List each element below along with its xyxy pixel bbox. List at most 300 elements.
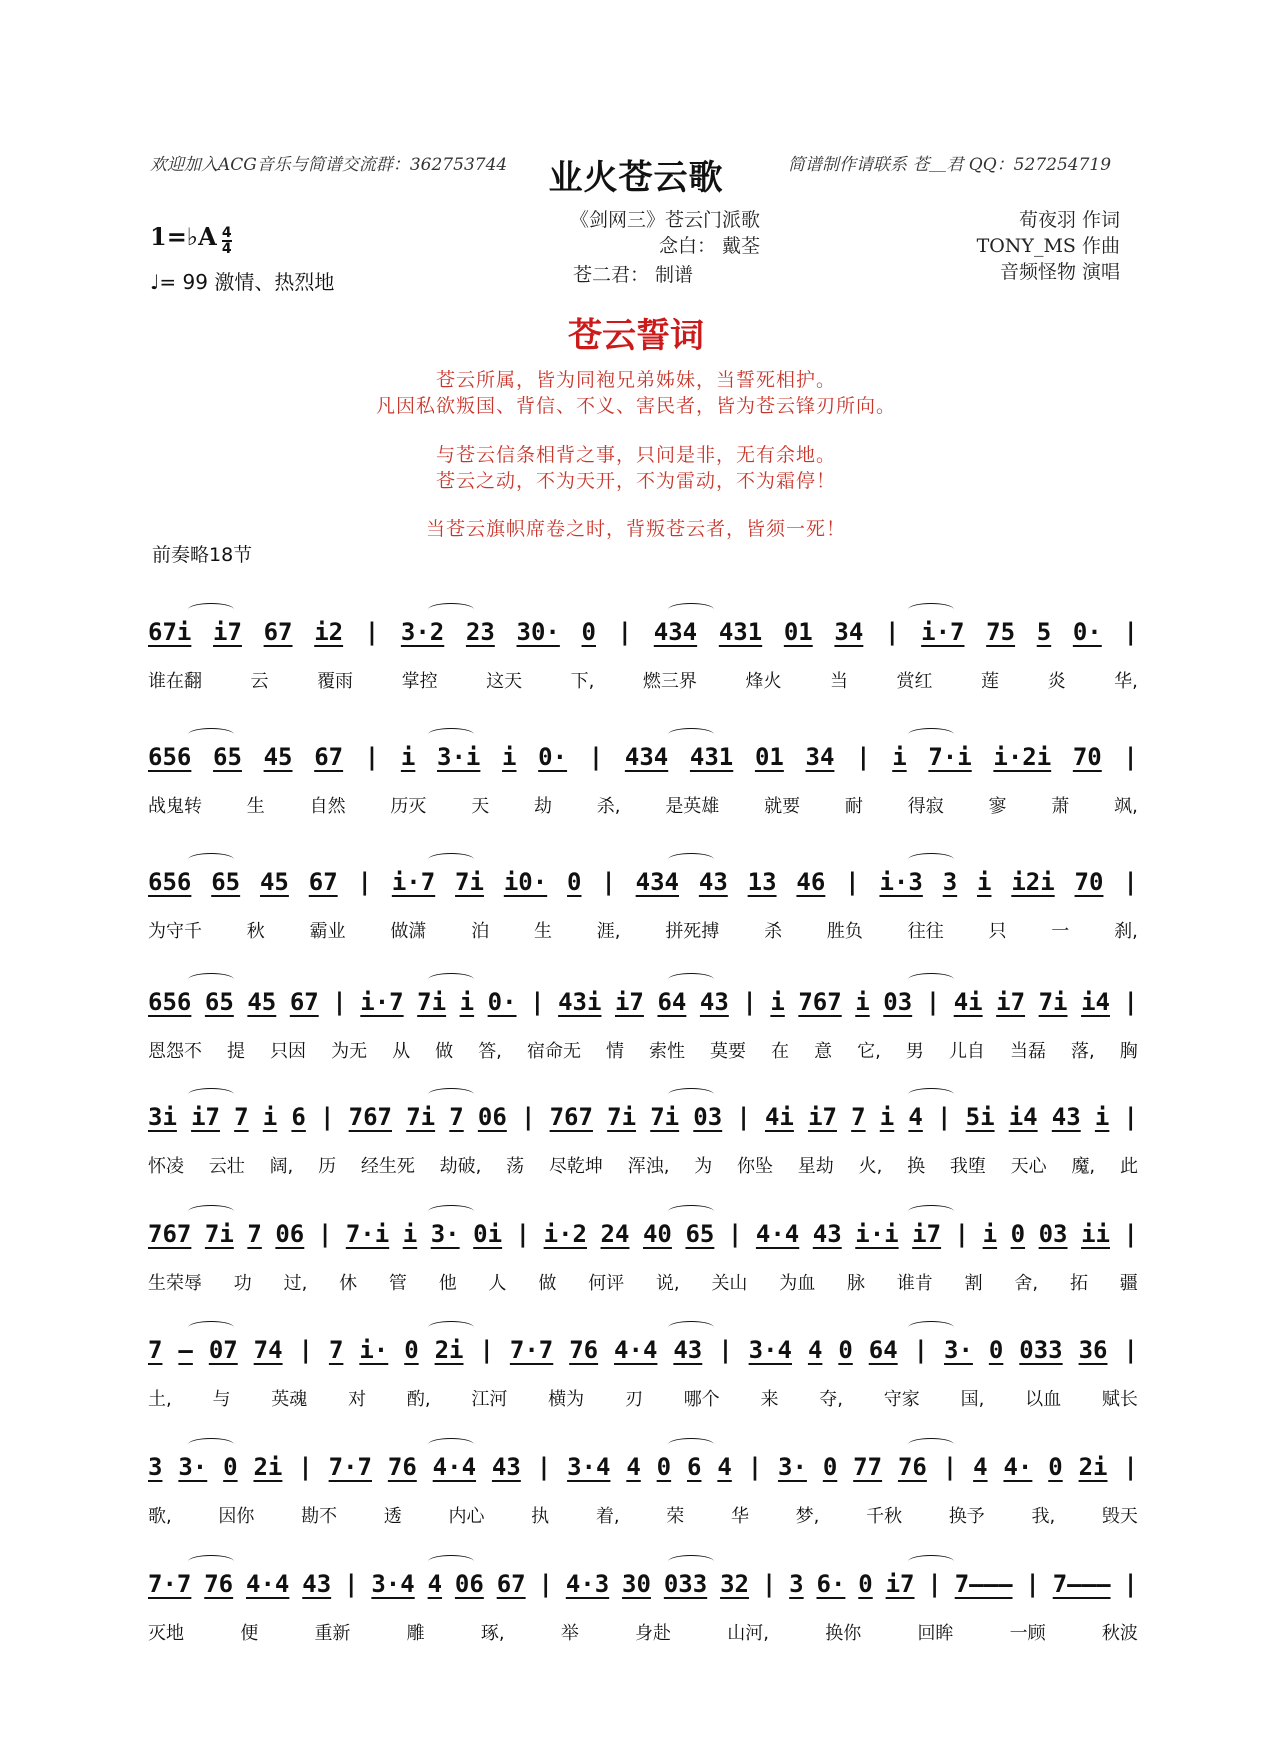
bar-line: |	[479, 1336, 494, 1364]
lyric-word: 勘不	[301, 1506, 338, 1527]
note-group: 0	[838, 1336, 853, 1364]
note-group: i·3	[879, 868, 923, 896]
lyricist-line: 荀夜羽 作词	[1018, 209, 1120, 231]
note-group: 4·3	[565, 1570, 610, 1598]
note-group: 4	[626, 1453, 641, 1481]
bar-line: |	[298, 1453, 313, 1481]
note-group: 76	[204, 1570, 234, 1598]
lyric-word: 赏红	[896, 671, 933, 692]
lyric-word: 宿命无	[526, 1041, 581, 1062]
bar-line: |	[1123, 1336, 1138, 1364]
slur	[668, 603, 714, 616]
lyric-word: 为无	[331, 1041, 368, 1062]
bar-line: |	[298, 1336, 313, 1364]
note-group: 7i	[406, 1103, 436, 1131]
note-group: 0	[822, 1453, 838, 1481]
note-group: 4·4	[246, 1570, 290, 1598]
source-credits	[520, 207, 760, 259]
note-group: 4·4	[614, 1336, 658, 1364]
note-group: 7	[148, 1336, 163, 1364]
lyric-word: 往往	[907, 921, 944, 942]
note-group: i2i	[1011, 868, 1055, 896]
lyrics-line	[148, 1502, 1138, 1528]
lyric-word: 毁天	[1101, 1506, 1138, 1527]
lyric-word: 此	[1119, 1156, 1138, 1177]
lyric-word: 荡	[506, 1156, 525, 1177]
bar-line: |	[588, 743, 604, 771]
lyrics-line	[148, 1037, 1138, 1063]
lyric-word: 只	[988, 921, 1007, 942]
note-group: 70	[1072, 743, 1102, 771]
lyric-word: 生	[533, 921, 552, 942]
bar-line: |	[364, 743, 380, 771]
note-group: 2i	[253, 1453, 283, 1481]
key-signature	[150, 222, 232, 256]
lyric-word: 回眸	[917, 1623, 954, 1644]
lyric-word: 山河,	[727, 1623, 769, 1644]
note-group: 434	[635, 868, 680, 896]
note-group: 3	[789, 1570, 804, 1598]
note-group: 34	[805, 743, 835, 771]
lyric-word: 尽乾坤	[548, 1156, 603, 1177]
lyric-word: 做	[435, 1041, 454, 1062]
bar-line: |	[1123, 1453, 1138, 1481]
lyric-word: 胜负	[826, 921, 863, 942]
lyric-word: 为	[694, 1156, 713, 1177]
lyric-word: 拓	[1069, 1273, 1088, 1294]
bar-line: |	[942, 1453, 958, 1481]
lyric-word: 莲	[981, 671, 1000, 692]
lyric-word: 掌控	[401, 671, 438, 692]
note-group: 434	[653, 618, 698, 646]
slur	[428, 1088, 474, 1101]
bar-line: |	[332, 988, 347, 1016]
lyric-word: 从	[392, 1041, 411, 1062]
note-group: 767	[148, 1220, 192, 1248]
slur	[668, 728, 714, 741]
note-group: 4i	[764, 1103, 794, 1131]
lyric-word: 来	[760, 1389, 779, 1410]
note-group: 0	[1048, 1453, 1063, 1481]
score-row	[148, 740, 1138, 820]
oath-line: 苍云所属，皆为同袍兄弟姊妹，当誓死相护。	[435, 369, 836, 391]
lyric-word: 战鬼转	[148, 796, 202, 817]
note-group: 3·	[178, 1453, 208, 1481]
bar-line: |	[617, 618, 633, 646]
note-group: 7	[328, 1336, 344, 1364]
lyric-word: 它,	[857, 1041, 881, 1062]
lyric-word: 为守千	[148, 921, 202, 942]
slur	[188, 1438, 234, 1451]
lyric-word: 重新	[314, 1623, 351, 1644]
note-group: i2	[314, 618, 344, 646]
bar-line: |	[1123, 868, 1138, 896]
bar-line: |	[913, 1336, 929, 1364]
slur	[428, 1205, 474, 1218]
lyric-word: 在	[771, 1041, 790, 1062]
prelude-note: 前奏略18节	[152, 544, 253, 566]
note-group: 434	[624, 743, 669, 771]
lyric-word: 这天	[486, 671, 523, 692]
bar-line: |	[1123, 1570, 1138, 1598]
note-group: 431	[718, 618, 763, 646]
note-group: 43	[302, 1570, 332, 1598]
score-row	[148, 985, 1138, 1065]
note-group: 7–––	[954, 1570, 1013, 1598]
score-row	[148, 1100, 1138, 1180]
note-group: 01	[754, 743, 784, 771]
slur	[668, 1555, 714, 1568]
lyric-word: 换予	[948, 1506, 985, 1527]
lyric-word: 疆	[1119, 1273, 1138, 1294]
lyric-word: 身赴	[635, 1623, 672, 1644]
note-group: 656	[148, 743, 192, 771]
lyric-word: 着,	[595, 1506, 620, 1527]
note-group: 3	[942, 868, 958, 896]
note-group: 7	[449, 1103, 464, 1131]
note-group: i7	[912, 1220, 942, 1248]
note-group: 64	[868, 1336, 898, 1364]
bar-line: |	[718, 1336, 733, 1364]
note-group: i·	[359, 1336, 389, 1364]
lyric-word: 覆雨	[317, 671, 354, 692]
lyric-word: 经生死	[360, 1156, 415, 1177]
note-group: i	[892, 743, 907, 771]
notes-line	[148, 1217, 1138, 1251]
note-group: 45	[263, 743, 293, 771]
notes-line	[148, 1100, 1138, 1134]
note-group: 0·	[538, 743, 568, 771]
note-group: 30·	[516, 618, 560, 646]
note-group: 67	[496, 1570, 526, 1598]
slur	[428, 1438, 474, 1451]
lyric-word: 魔,	[1071, 1156, 1096, 1177]
lyric-word: 梦,	[795, 1506, 820, 1527]
bar-line: |	[927, 1570, 942, 1598]
note-group: 7·i	[345, 1220, 390, 1248]
lyric-word: 换	[907, 1156, 926, 1177]
lyric-word: 灭地	[148, 1623, 184, 1644]
slur	[908, 973, 954, 986]
notes-line	[148, 1333, 1138, 1367]
bar-line: |	[736, 1103, 751, 1131]
lyrics-line	[148, 1385, 1138, 1411]
lyric-word: 人	[488, 1273, 507, 1294]
lyric-word: 拼死搏	[665, 921, 720, 942]
bar-line: |	[520, 1103, 536, 1131]
score-row	[148, 1567, 1138, 1647]
note-group: 5i	[965, 1103, 995, 1131]
lyric-word: 以血	[1025, 1389, 1062, 1410]
note-group: 43	[491, 1453, 521, 1481]
note-group: 7·7	[148, 1570, 192, 1598]
oath-line: 当苍云旗帜席卷之时，背叛苍云者，皆须一死！	[425, 518, 846, 540]
note-group: 45	[247, 988, 277, 1016]
note-group: 03	[693, 1103, 723, 1131]
note-group: 0	[656, 1453, 672, 1481]
lyric-word: 怀凌	[148, 1156, 184, 1177]
note-group: i·7	[921, 618, 965, 646]
lyric-word: 换你	[825, 1623, 862, 1644]
score-row	[148, 1217, 1138, 1297]
lyric-word: 一顾	[1009, 1623, 1046, 1644]
bar-line: |	[530, 988, 545, 1016]
lyrics-line	[148, 792, 1138, 818]
note-group: 0·	[1072, 618, 1102, 646]
lyric-word: 说,	[655, 1273, 680, 1294]
lyric-word: 管	[388, 1273, 407, 1294]
note-group: 3·i	[437, 743, 481, 771]
score-row	[148, 1333, 1138, 1413]
note-group: i0·	[503, 868, 548, 896]
note-group: i·7	[391, 868, 436, 896]
note-group: i·7	[360, 988, 404, 1016]
credits-block	[960, 207, 1120, 285]
lyric-word: 秋波	[1101, 1623, 1138, 1644]
slur	[188, 1205, 234, 1218]
qq-group-note: 欢迎加入ACG音乐与简谱交流群：362753744	[150, 155, 508, 175]
bar-line: |	[538, 1570, 553, 1598]
lyric-word: 历灭	[390, 796, 427, 817]
note-group: 0	[581, 618, 596, 646]
lyric-word: 秋	[246, 921, 265, 942]
slur	[908, 1321, 954, 1334]
note-group: 43	[1051, 1103, 1081, 1131]
note-group: 0i	[473, 1220, 503, 1248]
note-group: 3·	[944, 1336, 973, 1364]
bar-line: |	[925, 988, 941, 1016]
slur	[908, 728, 954, 741]
note-group: 06	[454, 1570, 484, 1598]
note-group: 0	[988, 1336, 1004, 1364]
note-group: 4·	[1003, 1453, 1033, 1481]
lyric-word: 关山	[711, 1273, 748, 1294]
slur	[188, 1088, 234, 1101]
lyric-word: 刹,	[1114, 921, 1138, 942]
slur	[188, 1555, 234, 1568]
note-group: i7	[213, 618, 242, 646]
note-group: i·2	[543, 1220, 587, 1248]
lyric-word: 云壮	[208, 1156, 245, 1177]
bar-line: |	[1123, 743, 1138, 771]
slur	[908, 1205, 954, 1218]
note-group: 7i	[1038, 988, 1068, 1016]
slur	[668, 1438, 714, 1451]
bar-line: |	[937, 1103, 952, 1131]
lyric-word: 阔,	[269, 1156, 294, 1177]
lyric-word: 历	[318, 1156, 337, 1177]
slur	[428, 603, 474, 616]
slur	[668, 1205, 714, 1218]
bar-line: |	[727, 1220, 743, 1248]
lyric-word: 过,	[283, 1273, 308, 1294]
slur	[188, 853, 234, 866]
lyric-word: 哪个	[683, 1389, 720, 1410]
note-group: 0	[404, 1336, 419, 1364]
note-group: i	[982, 1220, 998, 1248]
lyric-word: 守家	[883, 1389, 920, 1410]
lyric-word: 一	[1051, 921, 1070, 942]
lyric-word: 举	[560, 1623, 579, 1644]
lyric-word: 为血	[779, 1273, 816, 1294]
note-group: 76	[387, 1453, 417, 1481]
bar-line: |	[1123, 988, 1138, 1016]
bar-line: |	[1123, 1220, 1138, 1248]
note-group: 4	[807, 1336, 823, 1364]
bar-line: |	[954, 1220, 970, 1248]
lyric-word: 是英雄	[665, 796, 720, 817]
lyric-word: 恩怨不	[148, 1041, 202, 1062]
lyric-word: 下,	[570, 671, 595, 692]
bar-line: |	[845, 868, 860, 896]
note-group: 4	[908, 1103, 923, 1131]
bar-line: |	[317, 1220, 333, 1248]
note-group: 2i	[434, 1336, 464, 1364]
note-group: 0	[858, 1570, 873, 1598]
note-group: 30	[622, 1570, 651, 1598]
note-group: 4·4	[432, 1453, 477, 1481]
slur	[428, 853, 474, 866]
note-group: 65	[213, 743, 242, 771]
lyric-word: 他	[438, 1273, 457, 1294]
source-line: 《剑网三》苍云门派歌	[569, 209, 760, 231]
note-group: 3·	[778, 1453, 807, 1481]
note-group: 65	[204, 988, 234, 1016]
note-group: 67	[308, 868, 338, 896]
lyric-word: 意	[814, 1041, 833, 1062]
note-group: 7·7	[509, 1336, 554, 1364]
note-group: 43	[699, 988, 729, 1016]
lyric-word: 烽火	[745, 671, 782, 692]
lyric-word: 我,	[1031, 1506, 1056, 1527]
bar-line: |	[515, 1220, 531, 1248]
note-group: 0	[567, 868, 582, 896]
lyric-word: 脉	[847, 1273, 866, 1294]
lyric-word: 当磊	[1009, 1041, 1046, 1062]
singer-line: 音频怪物 演唱	[999, 261, 1120, 283]
bar-line: |	[1123, 618, 1138, 646]
notes-line	[148, 985, 1138, 1019]
lyric-word: 与	[212, 1389, 231, 1410]
lyric-word: 儿自	[948, 1041, 985, 1062]
lyric-word: 男	[905, 1041, 924, 1062]
slur	[188, 1321, 234, 1334]
lyric-word: 你坠	[737, 1156, 774, 1177]
note-group: 70	[1074, 868, 1104, 896]
bar-line: |	[1123, 1103, 1138, 1131]
key-label: 1=♭A	[150, 222, 217, 251]
score-row	[148, 1450, 1138, 1530]
note-group: 03	[1038, 1220, 1068, 1248]
note-group: i·i	[855, 1220, 899, 1248]
lyric-word: 执	[531, 1506, 550, 1527]
lyric-word: 劫破,	[439, 1156, 482, 1177]
note-group: 0·	[487, 988, 517, 1016]
lyric-word: 刃	[624, 1389, 643, 1410]
note-group: 06	[477, 1103, 507, 1131]
note-group: i4	[1008, 1103, 1038, 1131]
lyric-word: 生	[246, 796, 265, 817]
note-group: 23	[465, 618, 495, 646]
note-group: i	[459, 988, 475, 1016]
note-group: 07	[208, 1336, 238, 1364]
lyric-word: 寥	[988, 796, 1007, 817]
lyric-word: 索性	[649, 1041, 686, 1062]
lyric-word: 土,	[148, 1389, 172, 1410]
lyric-word: 自然	[309, 796, 346, 817]
note-group: 7i	[650, 1103, 680, 1131]
slur	[428, 1321, 474, 1334]
note-group: 03	[883, 988, 913, 1016]
lyric-word: 天心	[1010, 1156, 1047, 1177]
note-group: 6·	[816, 1570, 846, 1598]
lyric-word: 劫	[533, 796, 552, 817]
lyric-word: 英魂	[271, 1389, 308, 1410]
note-group: 6	[687, 1453, 702, 1481]
note-group: 45	[259, 868, 289, 896]
note-group: 767	[549, 1103, 593, 1131]
note-group: i	[502, 743, 517, 771]
lyric-word: 割	[964, 1273, 983, 1294]
lyric-word: 得寂	[907, 796, 944, 817]
lyrics-line	[148, 1619, 1138, 1645]
note-group: 656	[148, 988, 192, 1016]
note-group: 7i	[417, 988, 447, 1016]
lyric-word: 国,	[960, 1389, 985, 1410]
note-group: 0	[1010, 1220, 1026, 1248]
lyric-word: 华,	[1114, 671, 1138, 692]
bar-line: |	[536, 1453, 552, 1481]
note-group: 13	[747, 868, 777, 896]
lyric-word: 当	[829, 671, 848, 692]
note-group: 4	[717, 1453, 732, 1481]
lyric-word: 杀,	[596, 796, 621, 817]
note-group: i·2i	[993, 743, 1052, 771]
oath-line: 与苍云信条相背之事，只问是非，无有余地。	[435, 444, 836, 466]
note-group: 65	[211, 868, 241, 896]
note-group: 7·i	[928, 743, 972, 771]
lyric-word: 火,	[858, 1156, 883, 1177]
bar-line: |	[761, 1570, 777, 1598]
narration-line: 念白： 戴荃	[658, 235, 760, 257]
slur	[428, 728, 474, 741]
bar-line: |	[742, 988, 757, 1016]
lyric-word: 横为	[548, 1389, 585, 1410]
arranger-line: 苍二君： 制谱	[573, 264, 694, 286]
note-group: 5	[1036, 618, 1052, 646]
lyric-word: 杀	[764, 921, 783, 942]
note-group: 6	[291, 1103, 306, 1131]
note-group: i7	[191, 1103, 220, 1131]
lyric-word: 歌,	[148, 1506, 172, 1527]
note-group: i	[1094, 1103, 1110, 1131]
lyrics-line	[148, 917, 1138, 943]
lyrics-line	[148, 1269, 1138, 1295]
note-group: ii	[1081, 1220, 1110, 1248]
bar-line: |	[601, 868, 616, 896]
note-group: 3·2	[400, 618, 445, 646]
note-group: 7	[234, 1103, 249, 1131]
note-group: 3·4	[371, 1570, 415, 1598]
lyric-word: 只因	[270, 1041, 307, 1062]
note-group: i	[977, 868, 992, 896]
lyric-word: 落,	[1071, 1041, 1095, 1062]
slur	[668, 1088, 714, 1101]
lyric-word: 休	[339, 1273, 358, 1294]
oath-line: 苍云之动，不为天开，不为雷动，不为霜停！	[435, 470, 836, 492]
note-group: 77	[853, 1453, 883, 1481]
note-group: 4	[973, 1453, 988, 1481]
